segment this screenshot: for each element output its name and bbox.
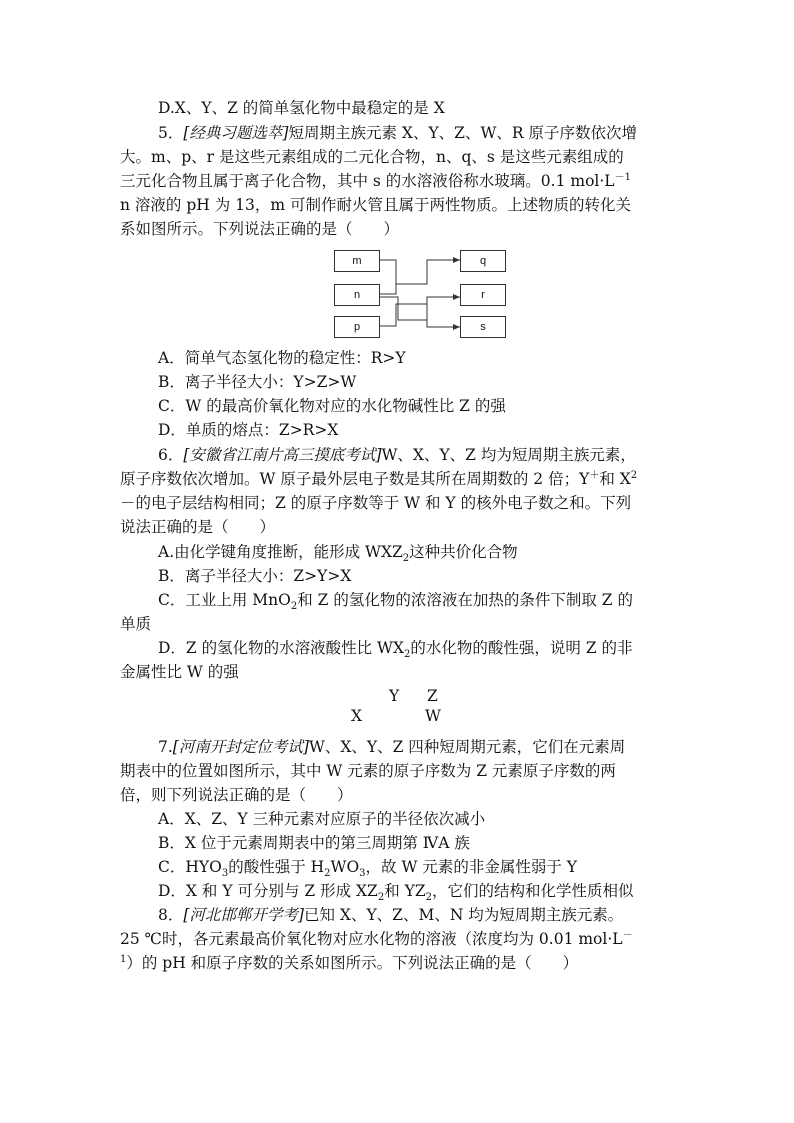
q7-option-a: A．X、Z、Y 三种元素对应原子的半径依次减小 (158, 810, 486, 828)
q7-line-1: 7.[河南开封定位考试]W、X、Y、Z 四种短周期元素，它们在元素周 (158, 738, 626, 756)
diagram-node-p: p (334, 316, 380, 338)
q6-line-4: 说法正确的是（ ） (120, 518, 276, 536)
element-y: Y (389, 687, 400, 705)
q8-line-3: $^1$）的 pH 和原子序数的关系如图所示。下列说法正确的是（ ） (120, 953, 579, 972)
q5-option-b: B．离子半径大小：Y>Z>W (158, 373, 357, 391)
diagram-node-r: r (460, 284, 506, 306)
q4-option-d: D.X、Y、Z 的简单氢化物中最稳定的是 X (158, 99, 445, 117)
q6-line-2: 原子序数依次增加。W 原子最外层电子数是其所在周期数的 2 倍；Y＋和 $X^2$ (120, 469, 638, 488)
q6-option-a: A.由化学键角度推断，能形成 $WXZ_2$这种共价化合物 (158, 543, 518, 565)
q6-option-d: D．Z 的氢化物的水溶液酸性比 $WX_2$的水化物的酸性强，说明 Z 的非 (158, 639, 633, 661)
q5-line-5: 系如图所示。下列说法正确的是（ ） (120, 220, 400, 238)
diagram-node-m: m (334, 250, 380, 272)
q5-option-a: A．简单气态氢化物的稳定性：R>Y (158, 349, 406, 367)
q5-line-4: n 溶液的 pH 为 13，m 可制作耐火管且属于两性物质。上述物质的转化关 (120, 196, 631, 214)
element-z: Z (427, 687, 438, 705)
q6-option-b: B．离子半径大小：Z>Y>X (158, 567, 352, 585)
q5-line-2: 大。m、p、r 是这些元素组成的二元化合物，n、q、s 是这些元素组成的 (120, 148, 624, 166)
diagram-lines (0, 0, 794, 400)
q7-option-b: B．X 位于元素周期表中的第三周期第 ⅣA 族 (158, 834, 470, 852)
q6-line-3: －的电子层结构相同；Z 的原子序数等于 W 和 Y 的核外电子数之和。下列 (120, 494, 632, 512)
q6-option-c: C．工业上用 MnO$_2$和 Z 的氢化物的浓溶液在加热的条件下制取 Z 的 (158, 591, 633, 613)
q7-option-c: C．$HYO_3$的酸性强于 $H_2WO_3$，故 W 元素的非金属性弱于 Y (158, 858, 577, 880)
q5-line-3: 三元化合物且属于离子化合物，其中 s 的水溶液俗称水玻璃。0.1 $mol\cdot L^{-1}$ (120, 171, 631, 190)
q7-line-2: 期表中的位置如图所示，其中 W 元素的原子序数为 Z 元素原子序数的两 (120, 762, 616, 780)
diagram-node-n: n (334, 284, 380, 306)
q6-option-d-cont: 金属性比 W 的强 (120, 663, 239, 681)
element-w: W (425, 707, 441, 725)
q5-line-1: 5．[经典习题选萃]短周期主族元素 X、Y、Z、W、R 原子序数依次增 (158, 124, 637, 142)
diagram-node-q: q (460, 250, 506, 272)
q5-option-d: D．单质的熔点：Z>R>X (158, 421, 339, 439)
element-x: X (351, 707, 363, 725)
q6-line-1: 6．[安徽省江南片高三摸底考试]W、X、Y、Z 均为短周期主族元素， (158, 446, 636, 464)
q5-option-c: C．W 的最高价氧化物对应的水化物碱性比 Z 的强 (158, 397, 506, 415)
q8-line-2: 25 ℃时，各元素最高价氧化物对应水化物的溶液（浓度均为 0.01 mol·L－ (120, 929, 633, 948)
q7-line-3: 倍，则下列说法正确的是（ ） (120, 786, 353, 804)
diagram-node-s: s (460, 316, 506, 338)
q8-line-1: 8．[河北邯郸开学考]已知 X、Y、Z、M、N 均为短周期主族元素。 (158, 906, 624, 924)
q6-option-c-cont: 单质 (120, 615, 152, 633)
q7-option-d: D．X 和 Y 可分别与 Z 形成 $XZ_2$和 $YZ_2$，它们的结构和化学性质相似 (158, 882, 634, 904)
